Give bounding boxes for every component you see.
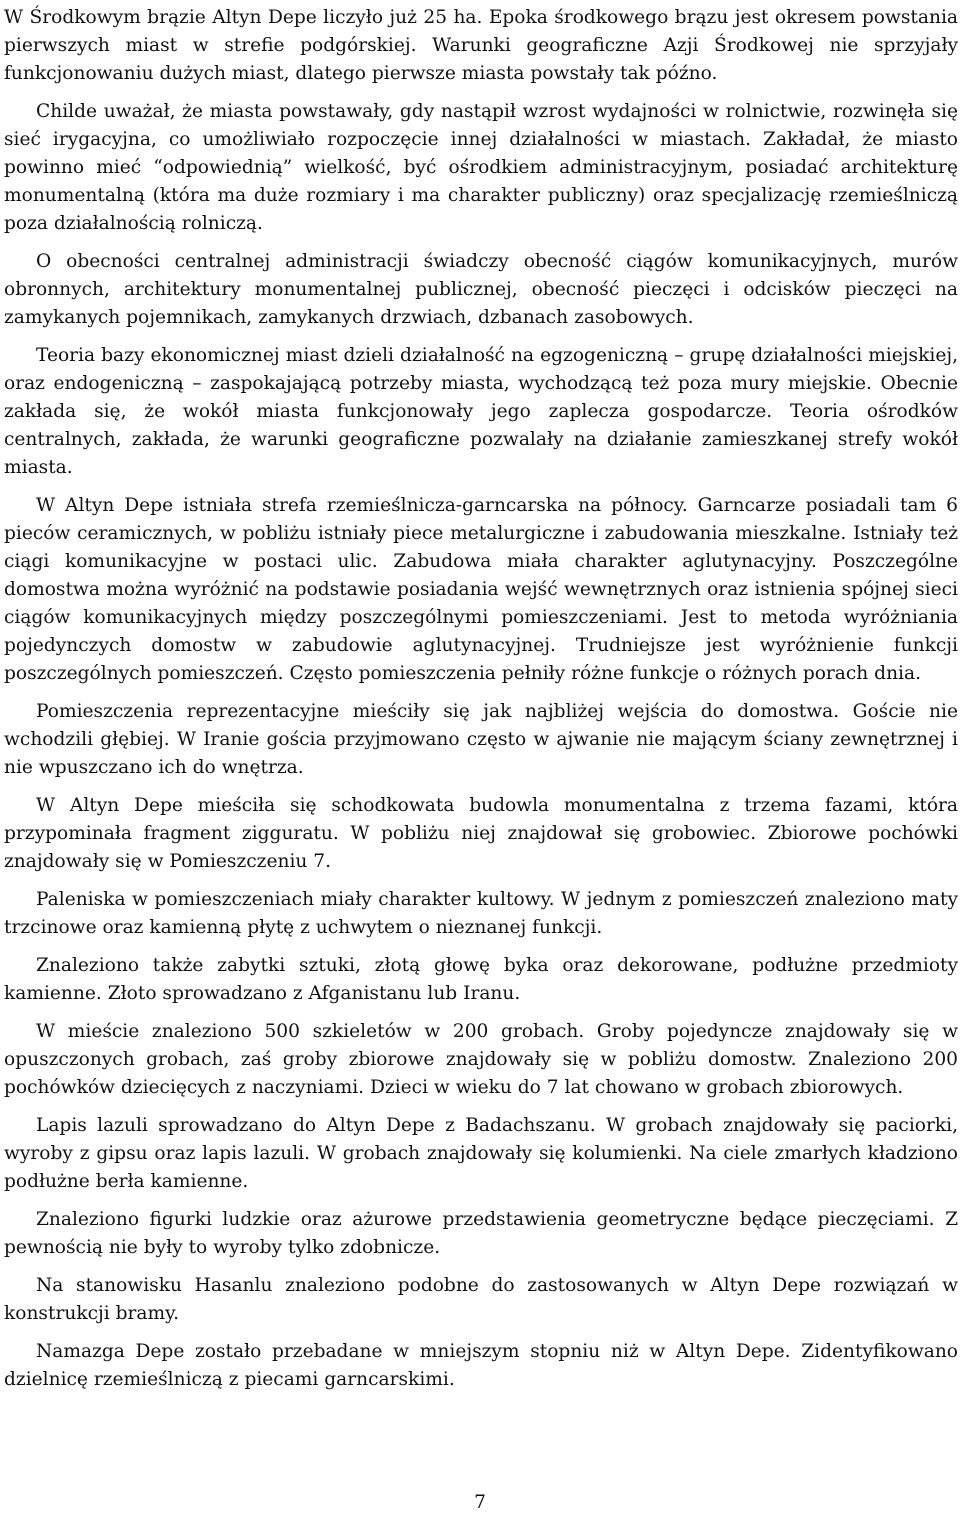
paragraph-5: W Altyn Depe istniała strefa rzemieślnicza-garncarska na północy. Garncarze posiadali tam 6 pieców ceramicznych, w pobliżu istniały piece metalurgiczne i zabudowania mieszkalne. Istniały też ciągi komunikacyjne w postaci ulic. Zabudowa miała charakter aglutynacyjny. Poszczególne domostwa można wyróżnić na podstawie posiadania wejść wewnętrznych oraz istnienia spójnej sieci ciągów komunikacyjnych między poszczególnymi pomieszczeniami. Jest to metoda wyróżniania pojedynczych domostw w zabudowie aglutynacyjnej. Trudniejsze jest wyróżnienie funkcji poszczególnych pomieszczeń. Często pomieszczenia pełniły różne funkcje o różnych porach dnia.	[4, 495, 958, 684]
paragraph-9: Znaleziono także zabytki sztuki, złotą głowę byka oraz dekorowane, podłużne przedmioty kamienne. Złoto sprowadzano z Afganistanu lub Iranu.	[4, 955, 958, 1004]
paragraph-3: O obecności centralnej administracji świadczy obecność ciągów komunikacyjnych, murów obronnych, architektury monumentalnej publicznej, obecność pieczęci i odcisków pieczęci na zamykanych pojemnikach, zamykanych drzwiach, dzbanach zasobowych.	[4, 251, 958, 328]
paragraph-10: W mieście znaleziono 500 szkieletów w 200 grobach. Groby pojedyncze znajdowały się w opuszczonych grobach, zaś groby zbiorowe znajdowały się w pobliżu domostw. Znaleziono 200 pochówków dziecięcych z naczyniami. Dzieci w wieku do 7 lat chowano w grobach zbiorowych.	[4, 1021, 958, 1098]
paragraph-1: W Środkowym brązie Altyn Depe liczyło już 25 ha. Epoka środkowego brązu jest okresem powstania pierwszych miast w strefie podgórskiej. Warunki geograficzne Azji Środkowej nie sprzyjały funkcjonowaniu dużych miast, dlatego pierwsze miasta powstały tak późno.	[4, 7, 958, 84]
paragraph-13: Na stanowisku Hasanlu znaleziono podobne do zastosowanych w Altyn Depe rozwiązań w konstrukcji bramy.	[4, 1275, 958, 1324]
paragraph-11: Lapis lazuli sprowadzano do Altyn Depe z Badachszanu. W grobach znajdowały się paciorki, wyroby z gipsu oraz lapis lazuli. W grobach znajdowały się kolumienki. Na ciele zmarłych kładziono podłużne berła kamienne.	[4, 1115, 958, 1192]
paragraph-14: Namazga Depe zostało przebadane w mniejszym stopniu niż w Altyn Depe. Zidentyfikowano dzielnicę rzemieślniczą z piecami garncarskimi.	[4, 1341, 958, 1390]
paragraph-4: Teoria bazy ekonomicznej miast dzieli działalność na egzogeniczną – grupę działalności miejskiej, oraz endogeniczną – zaspokajającą potrzeby miasta, wychodzącą też poza mury miejskie. Obecnie zakłada się, że wokół miasta funkcjonowały jego zaplecza gospodarcze. Teoria ośrodków centralnych, zakłada, że warunki geograficzne pozwalały na działanie zamieszkanej strefy wokół miasta.	[4, 345, 958, 478]
paragraph-8: Paleniska w pomieszczeniach miały charakter kultowy. W jednym z pomieszczeń znaleziono maty trzcinowe oraz kamienną płytę z uchwytem o nieznanej funkcji.	[4, 889, 958, 938]
paragraph-6: Pomieszczenia reprezentacyjne mieściły się jak najbliżej wejścia do domostwa. Goście nie wchodzili głębiej. W Iranie gościa przyjmowano często w ajwanie nie mającym ściany zewnętrznej i nie wpuszczano ich do wnętrza.	[4, 701, 958, 778]
paragraph-12: Znaleziono figurki ludzkie oraz ażurowe przedstawienia geometryczne będące pieczęciami. Z pewnością nie były to wyroby tylko zdobnicze.	[4, 1209, 958, 1258]
page-number: 7	[474, 1492, 486, 1513]
paragraph-7: W Altyn Depe mieściła się schodkowata budowla monumentalna z trzema fazami, która przypominała fragment zigguratu. W pobliżu niej znajdował się grobowiec. Zbiorowe pochówki znajdowały się w Pomieszczeniu 7.	[4, 795, 958, 872]
paragraph-2: Childe uważał, że miasta powstawały, gdy nastąpił wzrost wydajności w rolnictwie, rozwinęła się sieć irygacyjna, co umożliwiało rozpoczęcie innej działalności w miastach. Zakładał, że miasto powinno mieć “odpowiednią” wielkość, być ośrodkiem administracyjnym, posiadać architekturę monumentalną (która ma duże rozmiary i ma charakter publiczny) oraz specjalizację rzemieślniczą poza działalnością rolniczą.	[4, 101, 958, 234]
